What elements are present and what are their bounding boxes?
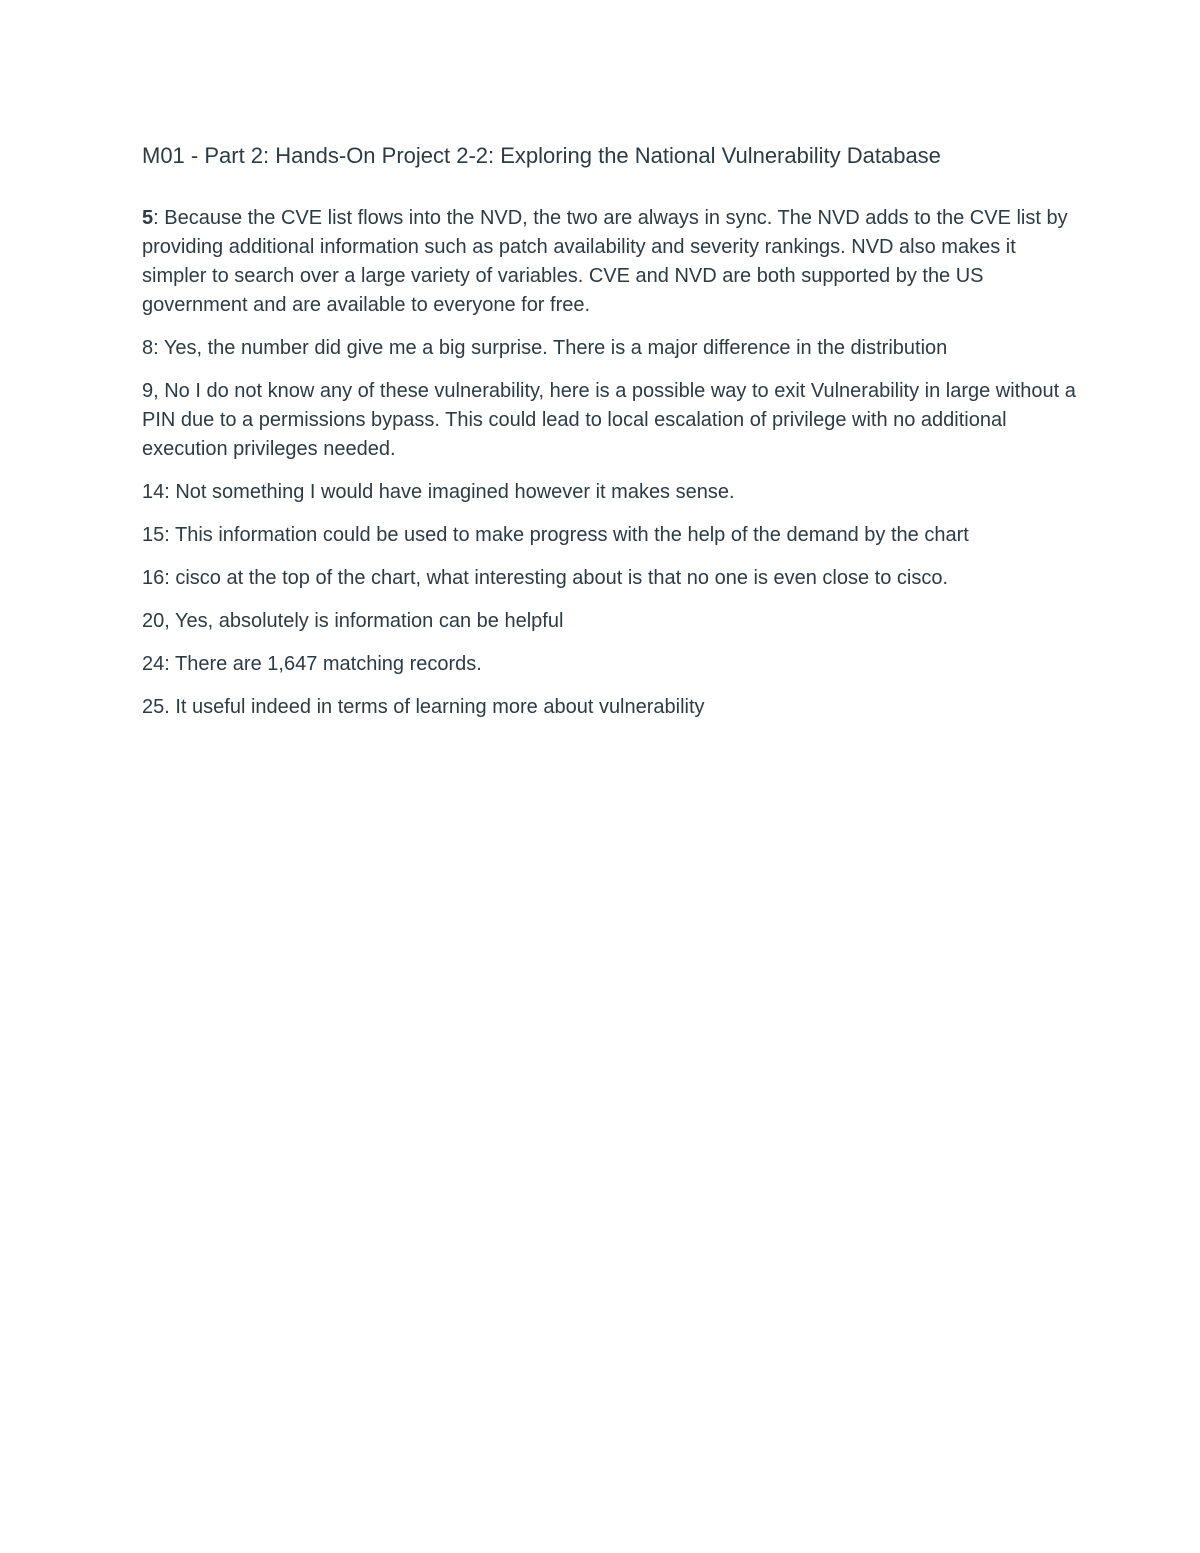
answer-text: : Yes, the number did give me a big surprise. There is a major difference in the distribution	[153, 337, 948, 359]
answer-15	[142, 521, 1082, 550]
answer-25	[142, 693, 1082, 722]
answer-text: , Yes, absolutely is information can be helpful	[164, 610, 564, 632]
answer-number: 15	[142, 524, 165, 546]
answer-number: 16	[142, 567, 165, 589]
answer-text: : This information could be used to make progress with the help of the demand by the chart	[164, 524, 969, 546]
answer-20	[142, 607, 1082, 636]
answer-14	[142, 478, 1082, 507]
answer-text: . It useful indeed in terms of learning more about vulnerability	[164, 696, 705, 718]
document-content	[142, 140, 1082, 736]
answer-number: 9	[142, 380, 154, 402]
answer-number: 25	[142, 696, 165, 718]
answer-9	[142, 377, 1082, 464]
page-title: M01 - Part 2: Hands-On Project 2-2: Exploring the National Vulnerability Database	[142, 143, 941, 168]
answer-text: : There are 1,647 matching records.	[164, 653, 482, 675]
answer-16	[142, 564, 1082, 593]
answer-24	[142, 650, 1082, 679]
answer-5	[142, 204, 1082, 320]
answer-number: 14	[142, 481, 165, 503]
answer-number: 20	[142, 610, 165, 632]
answer-number: 8	[142, 337, 154, 359]
answer-number: 5	[142, 207, 154, 229]
answer-text: : cisco at the top of the chart, what interesting about is that no one is even close to cisco.	[164, 567, 949, 589]
answer-text: , No I do not know any of these vulnerability, here is a possible way to exit Vulnerability in large without a PIN due to a permissions bypass. This could lead to local escalation of privilege with no additional execution privileges needed.	[142, 380, 1076, 460]
answer-text: : Not something I would have imagined however it makes sense.	[164, 481, 735, 503]
answer-text: : Because the CVE list flows into the NVD, the two are always in sync. The NVD adds to the CVE list by providing additional information such as patch availability and severity rankings. NVD also makes it simpler to search over a large variety of variables. CVE and NVD are both supported by the US government and are available to everyone for free.	[142, 207, 1068, 316]
answer-number: 24	[142, 653, 165, 675]
answer-8	[142, 334, 1082, 363]
